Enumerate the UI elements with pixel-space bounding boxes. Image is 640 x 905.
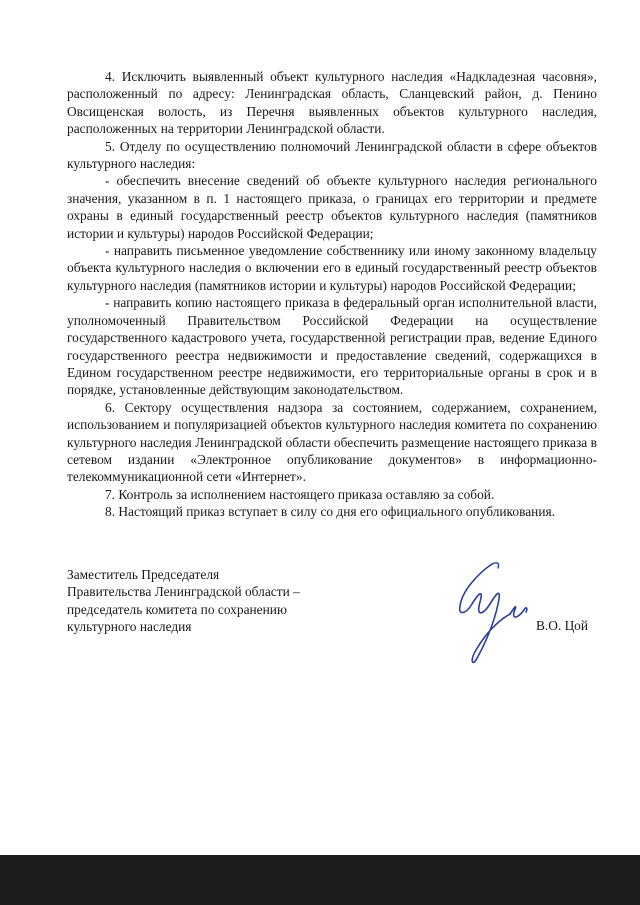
paragraph-item-7: 7. Контроль за исполнением настоящего приказа оставляю за собой. [105, 486, 495, 502]
signatory-position [67, 566, 367, 636]
signer-name: В.О. Цой [536, 618, 588, 633]
document-body [67, 68, 597, 521]
handwritten-signature [440, 550, 560, 670]
paragraph-item-4: 4. Исключить выявленный объект культурного наследия «Надкладезная часовня», расположенный по адресу: Ленинградская область, Сланцевский район, д. Пенино Овсищенская волость, из Перечня выявленных объектов культурного наследия, расположенных на территории Ленинградской области. [67, 69, 597, 137]
position-line: Правительства Ленинградской области – [67, 584, 300, 600]
paragraph-item-5-1: - обеспечить внесение сведений об объекте культурного наследия регионального значения, указанном в п. 1 настоящего приказа, о границах его территории и предмете охраны в единый государственный реестр объектов культурного наследия (памятников истории и культуры) народов Российской Федерации; [67, 173, 597, 241]
paragraph-item-5-3: - направить копию настоящего приказа в федеральный орган исполнительной власти, уполномоченный Правительством Российской Федерации на осуществление государственного кадастрового учета, государственной регистрации прав, ведение Единого государственного реестра недвижимости и предоставление сведений, содержащихся в Едином государственном реестре недвижимости, его территориальные органы в срок и в порядке, установленные действующим законодательством. [67, 295, 597, 398]
position-line: Заместитель Председателя [67, 567, 220, 582]
paragraph-item-5-2: - направить письменное уведомление собственнику или иному законному владельцу объекта культурного наследия о включении его в единый государственный реестр объектов культурного наследия (памятников истории и культуры) народов Российской Федерации; [67, 243, 597, 293]
paragraph-item-5: 5. Отделу по осуществлению полномочий Ленинградской области в сфере объектов культурного наследия: [67, 138, 597, 172]
paragraph-item-8: 8. Настоящий приказ вступает в силу со дня его официального опубликования. [105, 504, 555, 520]
scan-bottom-edge [0, 855, 640, 905]
paragraph-item-6: 6. Сектору осуществления надзора за состоянием, содержанием, сохранением, использованием и популяризацией объектов культурного наследия комитета по сохранению культурного наследия Ленинградской области обеспечить размещение настоящего приказа в сетевом издании «Электронное опубликование документов» в информационно-телекоммуникационной сети «Интернет». [67, 399, 597, 485]
position-line: председатель комитета по сохранению [67, 601, 287, 617]
position-line: культурного наследия [67, 619, 192, 635]
